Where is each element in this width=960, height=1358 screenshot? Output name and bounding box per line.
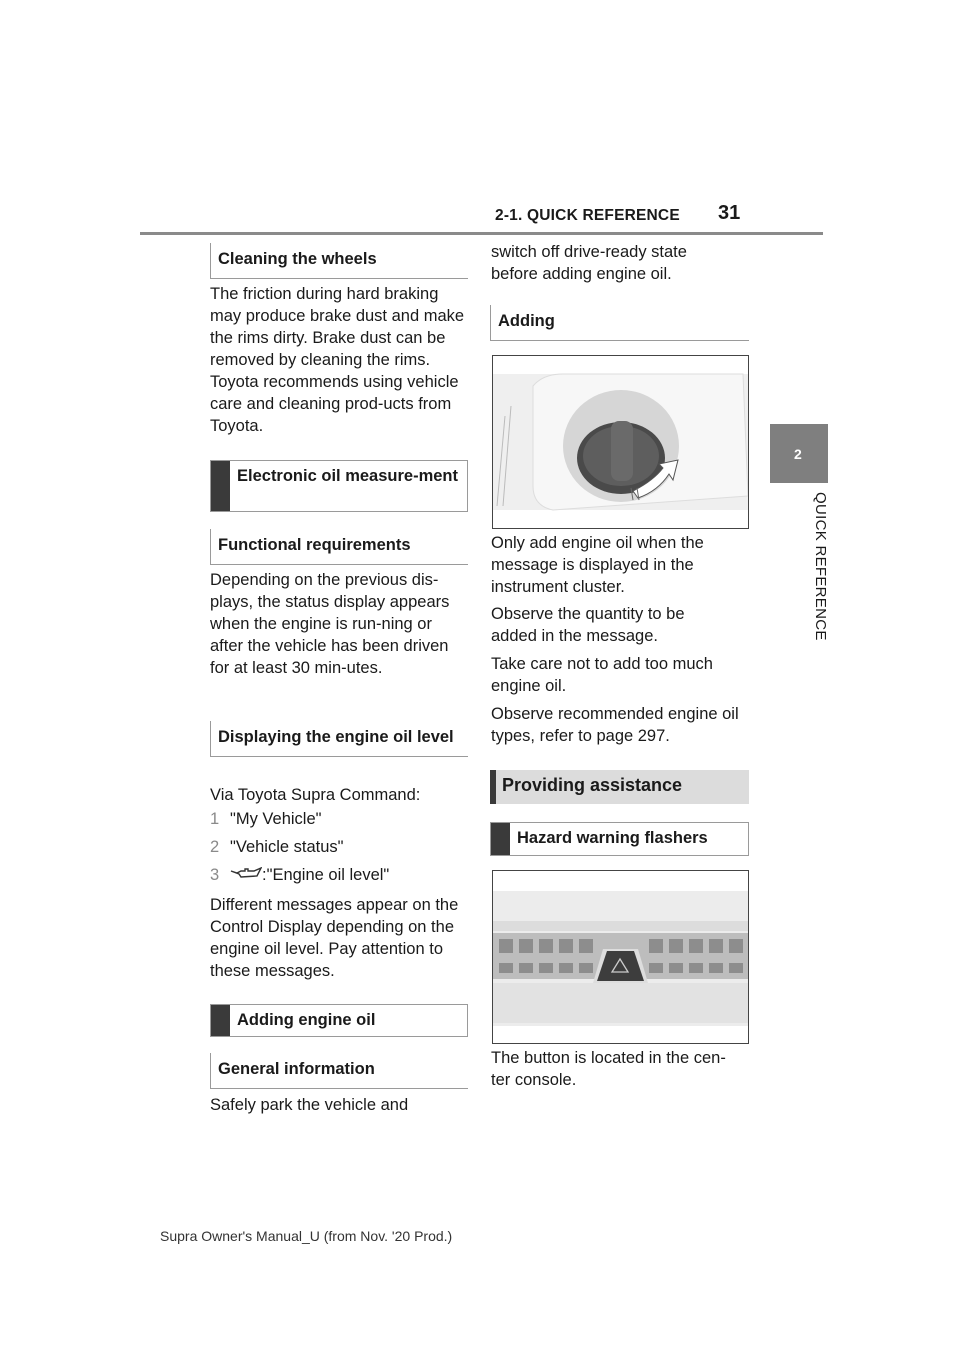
list-item xyxy=(210,833,468,861)
header-divider xyxy=(140,232,823,235)
steps-list xyxy=(210,805,468,889)
chapter-tab[interactable] xyxy=(770,424,828,483)
paragraph-take-care: Take care not to add too much engine oil. xyxy=(491,655,713,695)
heading-electronic-oil: Electronic oil measure-ment xyxy=(210,460,468,512)
step-text: "Vehicle status" xyxy=(230,838,344,856)
heading-adding-engine-oil: Adding engine oil xyxy=(210,1004,468,1037)
list-item xyxy=(210,805,468,833)
paragraph-button-location: The button is located in the cen-ter console. xyxy=(491,1049,726,1089)
paragraph-messages: Different messages appear on the Control Display depending on the engine oil level. Pay attention to these messages. xyxy=(210,896,459,980)
step-number: 1 xyxy=(210,810,220,828)
paragraph-observe-quantity: Observe the quantity to be added in the message. xyxy=(491,605,685,645)
chapter-title: QUICK REFERENCE xyxy=(812,492,829,641)
footer-manual-title: Supra Owner's Manual_U (from Nov. '20 Prod.) xyxy=(160,1228,453,1244)
section-title: 2-1. QUICK REFERENCE xyxy=(495,207,680,224)
heading-displaying-oil-level: Displaying the engine oil level xyxy=(210,721,468,757)
paragraph-observe-types: Observe recommended engine oil types, refer to page 297. xyxy=(491,705,739,745)
heading-hazard-warning-flashers: Hazard warning flashers xyxy=(490,822,749,856)
page-number: 31 xyxy=(718,202,741,224)
paragraph-via: Via Toyota Supra Command: xyxy=(210,786,421,804)
heading-adding: Adding xyxy=(490,305,749,341)
oil-filler-cap-image xyxy=(492,355,749,529)
heading-cleaning-wheels: Cleaning the wheels xyxy=(210,243,468,279)
heading-providing-assistance: Providing assistance xyxy=(490,770,749,804)
heading-functional-requirements: Functional requirements xyxy=(210,529,468,565)
step-text: "My Vehicle" xyxy=(230,810,322,828)
hazard-button-image xyxy=(492,870,749,1044)
paragraph-safely: Safely park the vehicle and xyxy=(210,1096,409,1114)
step-number: 3 xyxy=(210,866,220,884)
step-text: :"Engine oil level" xyxy=(262,866,390,884)
paragraph-functional: Depending on the previous dis-plays, the status display appears when the engine is run-ning or after the vehicle has been driven for at least 30 min-utes. xyxy=(210,571,450,677)
paragraph-cleaning: The friction during hard braking may produce brake dust and make the rims dirty. Brake dust can be removed by cleaning the rims. Toyota recommends using vehicle care and cleaning prod-ucts from Toyota. xyxy=(210,285,465,435)
step-number: 2 xyxy=(210,838,220,856)
list-item xyxy=(210,861,468,889)
oil-can-icon xyxy=(230,867,262,881)
paragraph-switch-off: switch off drive-ready state before adding engine oil. xyxy=(491,243,687,283)
chapter-number: 2 xyxy=(794,446,802,462)
paragraph-only-add: Only add engine oil when the message is displayed in the instrument cluster. xyxy=(491,534,704,596)
heading-general-information: General information xyxy=(210,1053,468,1089)
